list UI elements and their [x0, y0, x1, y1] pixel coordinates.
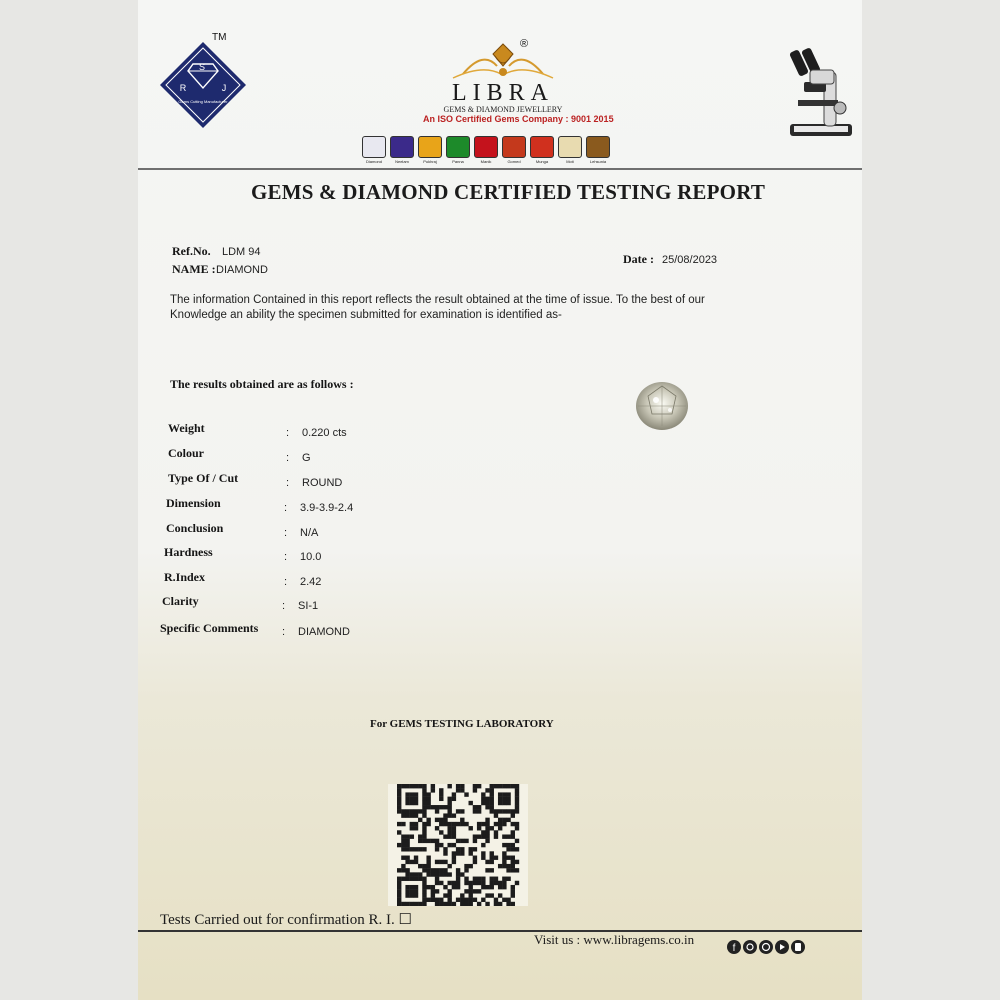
gem-label: Munga	[535, 159, 549, 164]
name-value: DIAMOND	[216, 264, 268, 276]
logo-letter-s: S	[198, 62, 206, 72]
date-value: 25/08/2023	[662, 254, 718, 266]
brand-subtitle: GEMS & DIAMOND JEWELLERY	[443, 105, 563, 114]
separator: :	[284, 527, 288, 539]
gem-label: Diamond	[365, 159, 382, 164]
gem-neelam	[390, 136, 414, 164]
gem-label: Gomed	[507, 159, 521, 164]
iso-certification: An ISO Certified Gems Company : 9001 2015	[423, 114, 614, 124]
gem-diamond	[362, 136, 386, 164]
website-link[interactable]: Visit us : www.libragems.co.in	[534, 932, 695, 947]
certificate-page	[138, 0, 862, 1000]
gem-swatch	[530, 136, 554, 158]
gem-swatch	[502, 136, 526, 158]
gem-label: Neelam	[395, 159, 409, 164]
gem-label: Manik	[480, 159, 492, 164]
gem-label: Panna	[452, 159, 464, 164]
gem-moti	[558, 136, 582, 164]
libra-brand	[428, 40, 578, 114]
result-label-conclusion: Conclusion	[166, 521, 224, 535]
gem-label: Pukhraj	[423, 159, 437, 164]
footer-divider	[138, 930, 862, 932]
gemstone-strip	[362, 136, 610, 164]
separator: :	[284, 502, 288, 514]
gem-swatch	[586, 136, 610, 158]
intro-paragraph	[170, 293, 760, 323]
gem-panna	[446, 136, 470, 164]
result-value-dimension: 3.9-3.9-2.4	[300, 502, 354, 514]
microscope-icon	[780, 42, 860, 142]
gem-label: Moti	[566, 159, 574, 164]
result-value-colour: G	[302, 452, 311, 464]
registered-mark: ®	[520, 38, 529, 50]
gem-swatch	[362, 136, 386, 158]
gem-munga	[530, 136, 554, 164]
gem-swatch	[390, 136, 414, 158]
gem-gomed	[502, 136, 526, 164]
gem-swatch	[418, 136, 442, 158]
svg-text:f: f	[732, 943, 736, 954]
logo-letter-r: R	[179, 83, 187, 93]
header-divider	[138, 168, 862, 170]
intro-line-2: Knowledge an ability the specimen submitted for examination is identified as-	[170, 309, 562, 321]
result-label-weight: Weight	[168, 421, 205, 435]
result-value-conclusion: N/A	[300, 527, 319, 539]
separator: :	[282, 626, 286, 638]
ref-value: LDM 94	[222, 246, 261, 258]
separator: :	[282, 600, 286, 612]
ref-label: Ref.No.	[172, 244, 211, 258]
result-value-rindex: 2.42	[300, 576, 322, 588]
separator: :	[286, 477, 290, 489]
logo-tagline: Gems Cutting Manufacturer	[178, 99, 228, 104]
result-label-cut: Type Of / Cut	[168, 471, 239, 485]
tests-note: Tests Carried out for confirmation R. I. ☐	[160, 912, 412, 928]
separator: :	[284, 576, 288, 588]
instagram-icon	[743, 940, 757, 954]
result-value-clarity: SI-1	[298, 600, 319, 612]
whatsapp-icon	[759, 940, 773, 954]
gem-lehsunia	[586, 136, 610, 164]
result-label-hardness: Hardness	[164, 545, 213, 559]
gem-label: Lehsunia	[589, 159, 607, 164]
trademark-mark: TM	[212, 32, 227, 43]
result-value-cut: ROUND	[302, 477, 343, 489]
report-title: GEMS & DIAMOND CERTIFIED TESTING REPORT	[250, 180, 766, 204]
lab-signature-line: For GEMS TESTING LABORATORY	[370, 718, 554, 730]
gem-swatch	[558, 136, 582, 158]
gem-pukhraj	[418, 136, 442, 164]
result-label-rindex: R.Index	[164, 570, 206, 584]
diamond-specimen-image	[632, 378, 692, 434]
separator: :	[286, 427, 290, 439]
result-label-comments: Specific Comments	[160, 621, 259, 635]
results-heading: The results obtained are as follows :	[170, 377, 354, 391]
result-value-hardness: 10.0	[300, 551, 322, 563]
gem-swatch	[474, 136, 498, 158]
result-value-comments: DIAMOND	[298, 626, 350, 638]
result-label-colour: Colour	[168, 446, 204, 460]
separator: :	[286, 452, 290, 464]
brand-name: LIBRA	[452, 80, 554, 106]
logo-letter-j: J	[221, 83, 227, 93]
srj-logo	[158, 40, 248, 130]
result-label-dimension: Dimension	[166, 496, 221, 510]
intro-line-1: The information Contained in this report reflects the result obtained at the time of issue. To the best of our	[170, 294, 705, 306]
date-label: Date :	[623, 252, 654, 266]
name-label: NAME :	[172, 262, 216, 276]
gem-swatch	[446, 136, 470, 158]
separator: :	[284, 551, 288, 563]
result-label-clarity: Clarity	[162, 594, 199, 608]
qr-code[interactable]	[388, 784, 528, 906]
result-value-weight: 0.220 cts	[302, 427, 347, 439]
libra-crest-icon	[443, 40, 563, 82]
social-icons	[726, 938, 816, 956]
gem-manik	[474, 136, 498, 164]
